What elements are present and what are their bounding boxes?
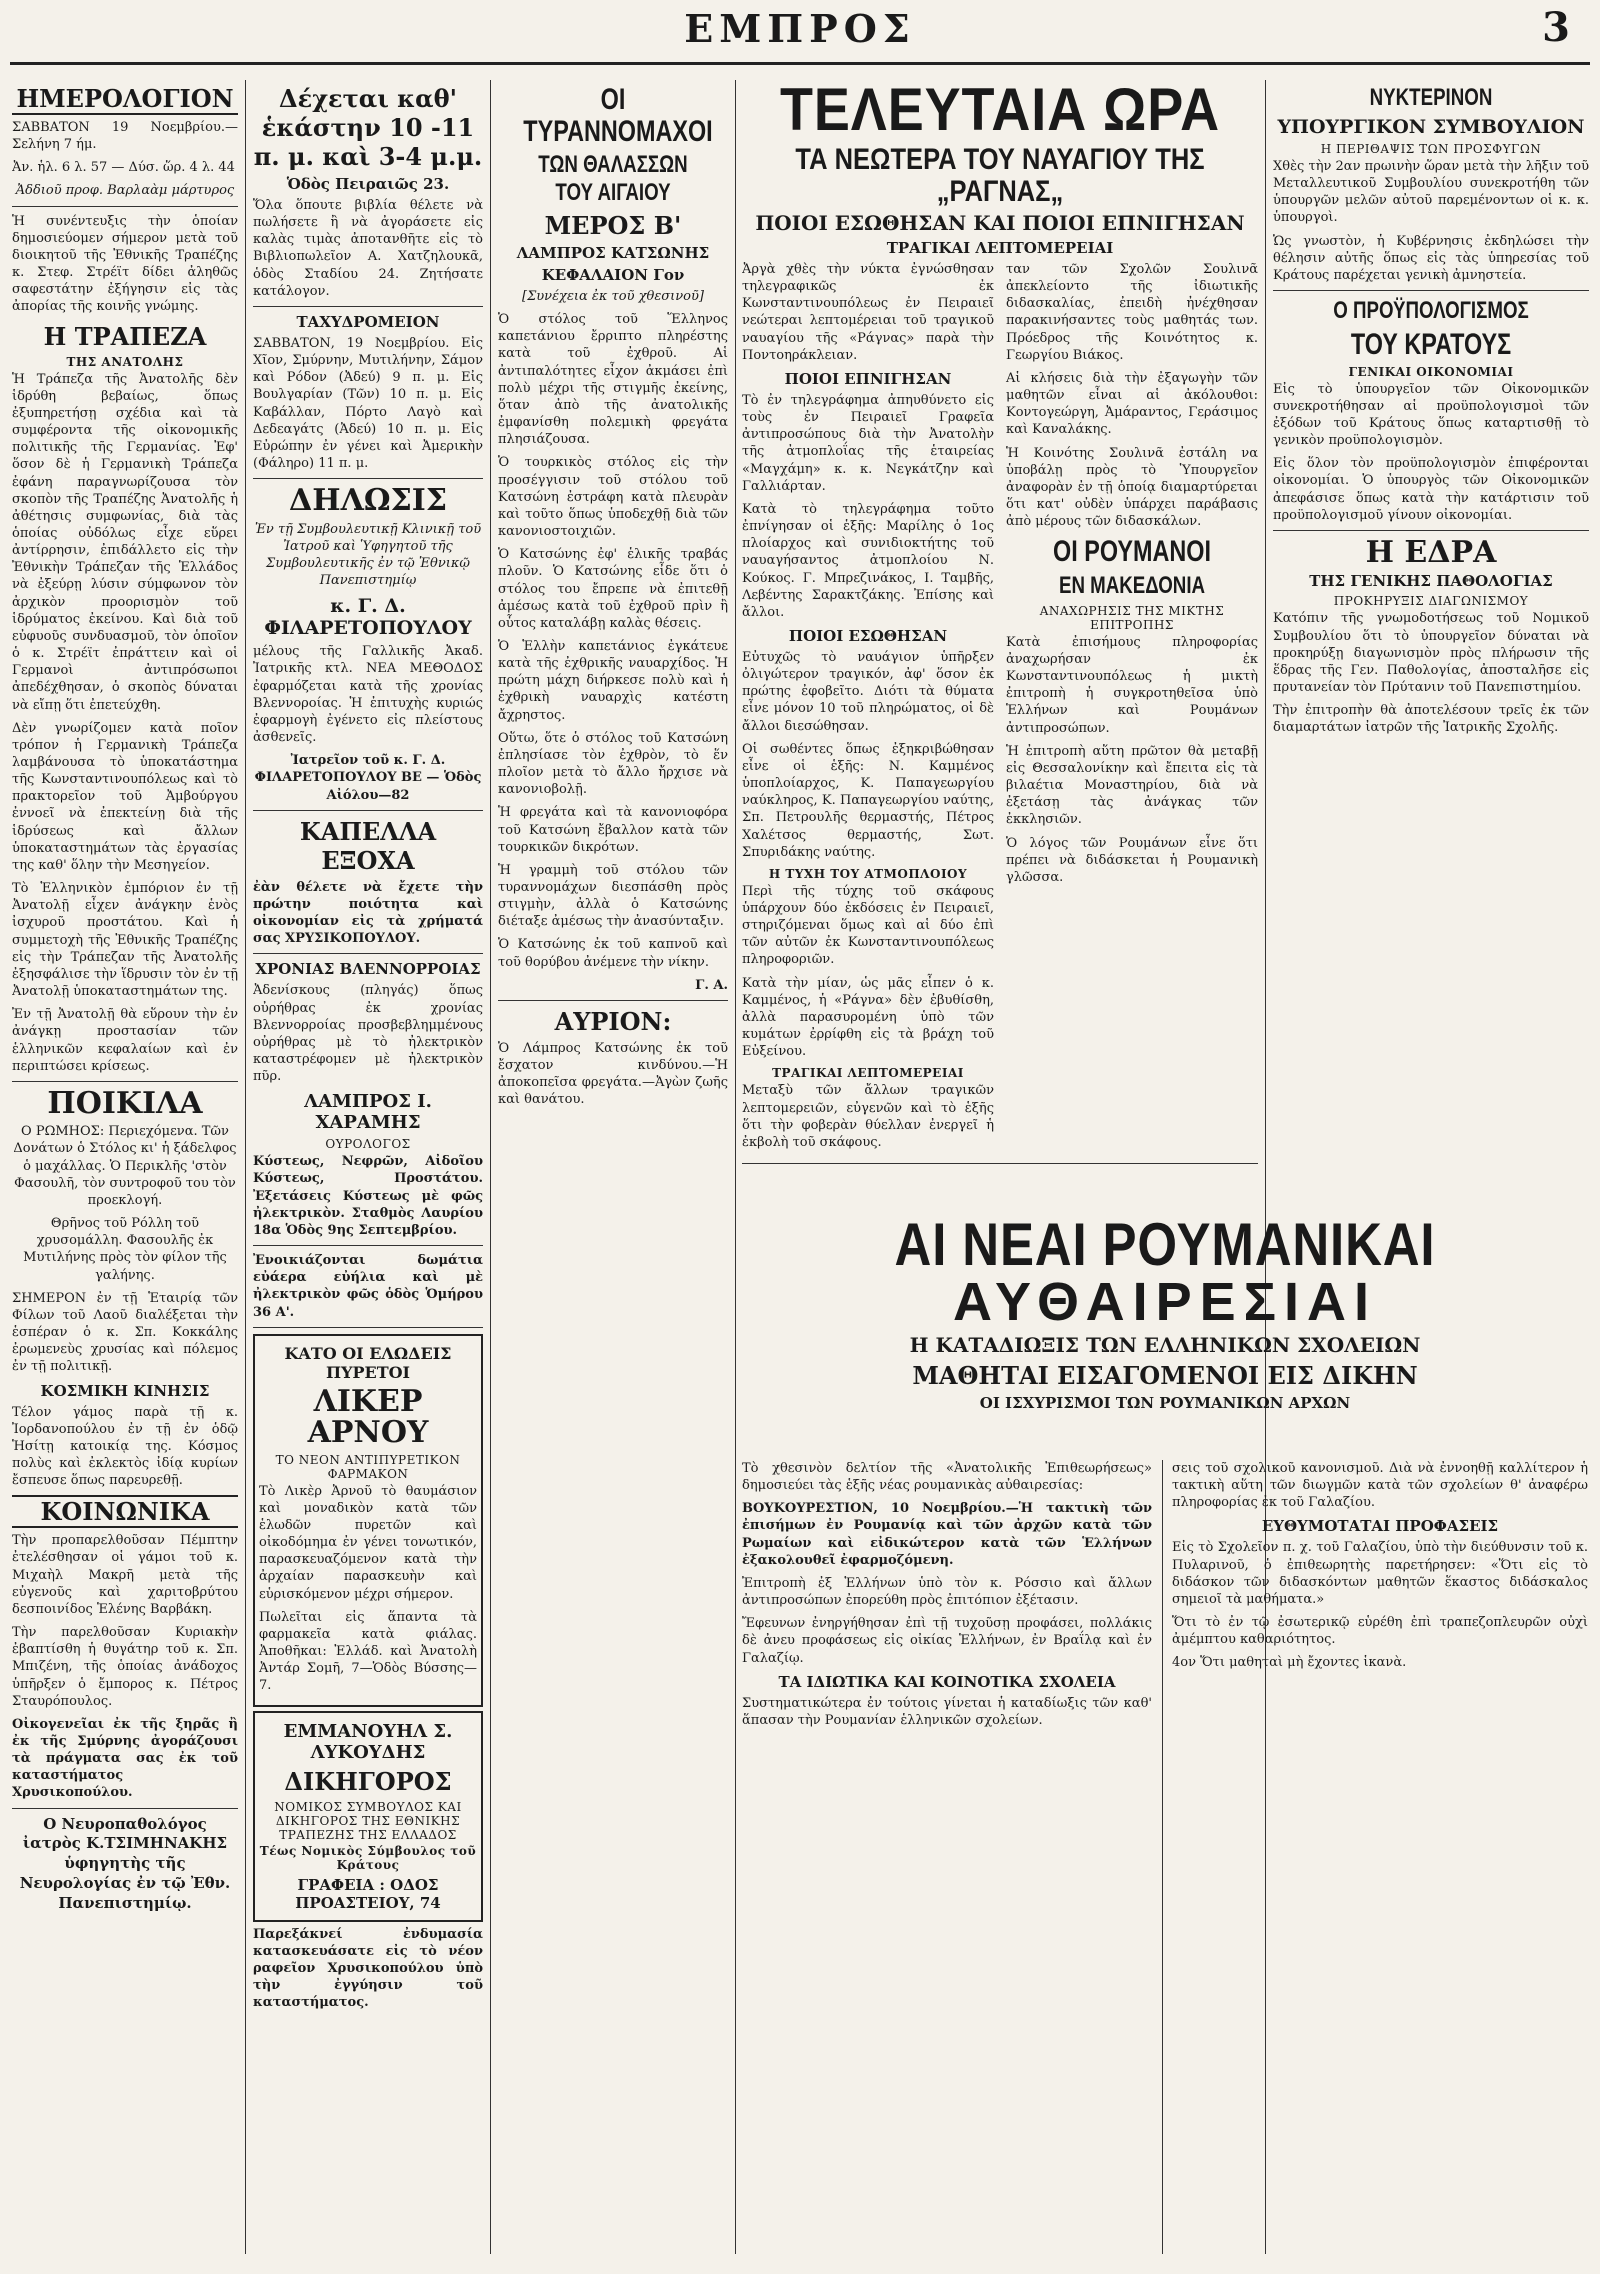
news-text: Μεταξὺ τῶν ἄλλων τραγικῶν λεπτομερειῶν, εὐγενῶν καὶ τὸ ἑξῆς ὅτι τὴν φοβερὰν θύελλαν ἐνεργεῖ ἡ ἐκβολὴ τοῦ σκάφους.: [742, 1083, 994, 1150]
big-headline: ΑΙ ΝΕΑΙ ΡΟΥΜΑΝΙΚΑΙ: [894, 1215, 1436, 1278]
article-text: ΣΗΜΕΡΟΝ ἐν τῇ Ἑταιρίᾳ τῶν Φίλων τοῦ Λαοῦ διαλέξεται τὴν ἑσπέραν ὁ κ. Σπ. Κοκκάλης ἐρωμενεὺς χρυσίας καὶ πόλεμος ἐν τῇ πολιτικῇ.: [12, 1290, 238, 1375]
serial-heading: ΟΙ ΤΥΡΑΝΝΟΜΑΧΟΙ: [523, 83, 713, 148]
news-text: Συστηματικώτερα ἐν τούτοις γίνεται ἡ καταδίωξις τῶν καθ' ἅπασαν τὴν Ρουμανίαν ἑλληνικῶν σχολείων.: [742, 1695, 1152, 1728]
lawyer-text: Τέως Νομικὸς Σύμβουλος τοῦ Κράτους: [259, 1843, 477, 1872]
article-text: Ἐν τῇ Ἀνατολῇ θὰ εὕρουν τὴν ἐν ἀνάγκῃ προστασίαν τῶν ἑλληνικῶν κεφαλαίων καὶ ἐν περιπτώσει κρίσεως.: [12, 1007, 238, 1074]
divider: [1273, 530, 1589, 531]
cabinet-sub: Η ΠΕΡΙΘΑΨΙΣ ΤΩΝ ΠΡΟΣΦΥΓΩΝ: [1320, 142, 1542, 156]
serial-text: Ἡ φρεγάτα καὶ τὰ κανονιοφόρα τοῦ Κατσώνη ἔβαλλον κατὰ τῶν τουρκικῶν δικρότων.: [498, 805, 728, 855]
news-text: Ὁ λόγος τῶν Ρουμάνων εἶνε ὅτι πρέπει νὰ διδάσκεται ἡ Ρουμανικὴ γλῶσσα.: [1006, 835, 1258, 885]
serial-text: Ὁ Κατσώνης ἐκ τοῦ καπνοῦ καὶ τοῦ θορύβου ἀνέμενε τὴν νίκην.: [498, 937, 728, 970]
news-text: Εὐτυχῶς τὸ ναυάγιον ὑπῆρξεν ὀλιγώτερον τραγικόν, ἀφ' ὅσον ἐκ πρώτης ἐφοβεῖτο. Διότι τὰ θύματα εἶνε μόνον 10 τοῦ πληρώματος, οἱ δὲ ἄλλοι διεσώθησαν.: [742, 649, 994, 734]
serial-text: Ὁ Ἑλλὴν καπετάνιος ἐγκάτευε κατὰ τῆς ἐχθρικῆς ναυαρχίδος. Ἡ πρώτη μάχη διήρκεσε πολὺ καὶ ἡ ἐχθρικὴ ναυαρχὶς κατέστη ἄχρηστος.: [498, 638, 728, 723]
news-text: Εἰς τὸ ὑπουργεῖον τῶν Οἰκονομικῶν συνεκροτήθησαν αἱ προϋπολογισμοὶ τῶν ἐξόδων τοῦ Κράτους ὅπως καταρτισθῇ τὸ γενικὸν προϋπολογισμὸν.: [1273, 381, 1589, 449]
cabinet-heading: ΝΥΚΤΕΡΙΝΟΝ: [1369, 84, 1493, 111]
divider: [253, 1327, 483, 1328]
article-text: Ο ΡΩΜΗΟΣ: Περιεχόμενα. Τῶν Δονάτων ὁ Στόλος κι' ἡ ξάδελφος ὁ μαχάλλας. Ὁ Περικλῆς 'στὸν Φασουλῆ, τὸν συντροφοῦ του τὸν προεκλογή.: [13, 1124, 237, 1208]
liker-address: Πωλεῖται εἰς ἅπαντα τὰ φαρμακεῖα κατὰ φιάλας. Ἀποθῆκαι: Ἐλλάδ. καὶ Ἀνατολὴ Ἀντάρ Σομῆ, 7—Ὁδὸς Βύσσης—7.: [259, 1609, 477, 1694]
article-text: Τὴν παρελθοῦσαν Κυριακὴν ἐβαπτίσθη ἡ θυγάτηρ τοῦ κ. Σπ. Μπιζένη, τῆς ὁποίας ἀνάδοχος ὑπῆρξεν ὁ ἔμπορος κ. Πέτρος Σταυρόπουλος.: [12, 1625, 238, 1709]
divider: [253, 306, 483, 307]
article-text: Τὴν προπαρελθοῦσαν Πέμπτην ἐτελέσθησαν οἱ γάμοι τοῦ κ. Μιχαὴλ Μακρῆ μετὰ τῆς εὐγενοῦς καὶ χαριτοβρύτου δεσποινίδος Ἑλένης Βαρβάκη.: [12, 1533, 238, 1617]
serial-continuation: [Συνέχεια ἐκ τοῦ χθεσινοῦ]: [522, 289, 704, 304]
news-text: Εἰς τὸ Σχολεῖον π. χ. τοῦ Γαλαζίου, ὑπὸ τὴν διεύθυνσιν τοῦ κ. Πυλαρινοῦ, ὁ ἐπιθεωρητὴς παρετήρησεν: «Ὅτι εἰς τὸ διδάσκον τῶν διδασκόντων μαθητῶν ἕκαστος διδάσκαλος σημειοῖ τὰ μαθήματα.»: [1172, 1540, 1588, 1607]
dilosis-heading: ΔΗΛΩΣΙΣ: [288, 483, 448, 519]
charamis-sub: ΟΥΡΟΛΟΓΟΣ: [325, 1137, 411, 1152]
news-subheading: ΠΟΙΟΙ ΕΣΩΘΗΣΑΝ: [788, 626, 948, 645]
news-text: Τὸ ἐν τηλεγράφημα ἀπηυθύνετο εἰς τοὺς ἐν Πειραιεῖ Γραφεῖα ἀντιπροσώπους διὰ τὴν Ἀνατολὴν τῆς ἀτμοπλοΐας τῆς ἑταιρείας «Μαγχάμη» κ. κ. Νεγκάτζην καὶ Γαλλιάρταν.: [742, 392, 994, 494]
news-text: Κατὰ ἐπισήμους πληροφορίας ἀναχωρήσαν ἐκ Κωνσταντινουπόλεως ἡ μικτὴ ἐπιτροπὴ ἡ συγκροτηθεῖσα ὑπὸ Ἑλλήνων καὶ Ρουμάνων ἀντιπροσώπων.: [1006, 634, 1258, 736]
serial-subheading: ΤΩΝ ΘΑΛΑΣΣΩΝ ΤΟΥ ΑΙΓΑΙΟΥ: [538, 151, 688, 206]
column-divider: [735, 80, 736, 2254]
news-subheading: ΑΝΑΧΩΡΗΣΙΣ ΤΗΣ ΜΙΚΤΗΣ ΕΠΙΤΡΟΠΗΣ: [1039, 603, 1225, 632]
news-text: Εἰς ὅλον τὸν προϋπολογισμὸν ἐπιφέρονται οἰκονομίαι. Ὁ ὑπουργὸς τῶν Οἰκονομικῶν ἀπεφάσισε ὅπως κατὰ τὴν κατάρτισιν τοῦ προϋπολογισμοῦ γίνουν οἰκονομίαι.: [1273, 456, 1589, 523]
spanning-headline: [742, 1215, 1588, 1455]
divider: [253, 478, 483, 479]
article-text: Δὲν γνωρίζομεν κατὰ ποῖον τρόπον ἡ Γερμανικὴ Τράπεζα λαμβάνουσα τὸ ὑποκατάστημα τῆς Κωνσταντινουπόλεως καὶ τὸ πρακτορεῖον τοῦ Ἀμβούργου ἐννοεῖ νὰ ἐπεκτείνῃ διὰ τῆς ἱδρύσεως καὶ ἄλλων ὑποκαταστημάτων τὰς ἐργασίας της καθ' ὅλην τὴν Μεσηγείον.: [12, 720, 238, 873]
kapella-heading: ΚΑΠΕΛΛΑ ΕΞΟΧΑ: [299, 816, 437, 875]
calendar-title: ΗΜΕΡΟΛΟΓΙΟΝ: [12, 84, 238, 115]
divider: [498, 1000, 728, 1001]
lawyer-address: ΓΡΑΦΕΙΑ : ΟΔΟΣ ΠΡΟΑΣΤΕΙΟΥ, 74: [295, 1875, 441, 1912]
news-heading: ΕΝ ΜΑΚΕΔΟΝΙΑ: [1058, 571, 1206, 599]
ad-heading: Δέχεται καθ' ἑκάστην 10 -11 π. μ. καὶ 3-4 μ.μ.: [253, 84, 483, 171]
news-subheading: ΠΟΙΟΙ ΕΠΝΙΓΗΣΑΝ: [784, 369, 952, 388]
article-text: Ἡ συνέντευξις τὴν ὁποίαν δημοσιεύομεν σήμερον μετὰ τοῦ διοικητοῦ τῆς Ἐθνικῆς Τραπέζης κ. Στεφ. Στρέϊτ δίδει ἀληθῶς σαφεστάτην ἐξήγησιν εἰς τὰς ἀπορίας τῆς κοινῆς γνώμης.: [12, 213, 238, 315]
news-text: 4ον Ὅτι μαθηταὶ μὴ ἔχοντες ἱκανὰ.: [1172, 1655, 1407, 1671]
chronias-text: Ἀδενίσκους (πληγάς) ὅπως οὐρήθρας ἐκ χρονίας Βλεννορροίας προσβεβλημμένους οὐρήθρας μὲ τὸ ἠλεκτρικὸν καταστρέφομεν μὲ ἠλεκτρικὸν πῦρ.: [253, 983, 483, 1085]
budget-heading: Ο ΠΡΟΫΠΟΛΟΓΙΣΜΟΣ: [1333, 297, 1529, 325]
aurion-heading: ΑΥΡΙΟΝ:: [554, 1006, 672, 1036]
lawyer-ad: [253, 1711, 483, 1922]
masthead-rule: [10, 62, 1590, 65]
big-subheadline-2: ΜΑΘΗΤΑΙ ΕΙΣΑΓΟΜΕΝΟΙ ΕΙΣ ΔΙΚΗΝ: [912, 1361, 1418, 1390]
lawyer-text: ΝΟΜΙΚΟΣ ΣΥΜΒΟΥΛΟΣ ΚΑΙ ΔΙΚΗΓΟΡΟΣ ΤΗΣ ΕΘΝΙΚΗΣ ΤΡΑΠΕΖΗΣ ΤΗΣ ΕΛΛΑΔΟΣ: [274, 1799, 462, 1842]
news-text: Ἀργὰ χθὲς τὴν νύκτα ἐγνώσθησαν τηλεγραφικῶς ἐκ Κωνσταντινουπόλεως ἐν Πειραιεῖ νεώτεραι λεπτομέρειαι τοῦ τραγικοῦ ναυαγίου τῆς «Ράγνας» παρὰ τὴν Ποντοηράκλειαν.: [742, 262, 994, 363]
budget-sub: ΓΕΝΙΚΑΙ ΟΙΚΟΝΟΜΙΑΙ: [1348, 364, 1514, 379]
serial-text: Οὕτω, ὅτε ὁ στόλος τοῦ Κατσώνη ἐπλησίασε τὸν ἐχθρὸν, τὸ ἕν πλοῖον μετὰ τὸ ἄλλο ἤρχισε νὰ κανονιοβολῇ.: [498, 730, 728, 798]
main-headline: ΤΕΛΕΥΤΑΙΑ ΩΡΑ: [779, 80, 1221, 143]
news-subheading: ΤΑ ΙΔΙΩΤΙΚΑ ΚΑΙ ΚΟΙΝΟΤΙΚΑ ΣΧΟΛΕΙΑ: [778, 1672, 1116, 1691]
serial-text: Ἡ γραμμὴ τοῦ στόλου τῶν τυραννομάχων διεσπάσθη πρὸς στιγμὴν, ἀλλὰ ὁ Κατσώνης διέταξε ἀμέσως τὴν ἀνασύνταξιν.: [498, 862, 728, 930]
news-text: Ὅτι τὸ ἐν τῷ ἐσωτερικῷ εὑρέθη ἐπὶ τραπεζοπλευρῶν οὐχὶ ἀμέμπτου καθαριότητος.: [1172, 1615, 1588, 1648]
article-text: Τέλον γάμος παρὰ τῇ κ. Ἰορδανοπούλου ἐν τῇ ἐν ὁδῷ Ἡσίτῃ κατοικίᾳ της. Κόσμος πολὺς καὶ ἐκλεκτὸς ἰδίᾳ κυρίων ἔσπευσε ὅπως παρευρεθῇ.: [12, 1404, 238, 1489]
article-text: Τὸ Ἑλληνικὸν ἐμπόριον ἐν τῇ Ἀνατολῇ εἶχεν ἀνάγκην ἑνὸς ἰσχυροῦ προστάτου. Καὶ ἡ συμμετοχὴ τῆς Ἐθνικῆς Τραπέζης εἰς τὴν Τράπεζαν τῆς Ἀνατολῆς ἐξησφάλισε τὴν ἵδρυσιν τὸν ἐν τῇ Ἀνατολῇ ὑποκαταστημάτων της.: [12, 881, 238, 1000]
divider: [1273, 290, 1589, 291]
liker-text: Τὸ Λικὲρ Ἀρνοῦ τὸ θαυμάσιον καὶ μοναδικὸν κατὰ τῶν ἑλωδῶν πυρετῶν καὶ οἰκοδόμημα ἐν γένει τονωτικόν, παρασκευαζόμενον κατὰ τὴν ἀρχαίαν παρασκευὴν καὶ εὑρισκόμενον μέχρι σήμερον.: [259, 1483, 477, 1602]
serial-text: Ὁ τουρκικὸς στόλος εἰς τὴν προσέγγισιν τοῦ στόλου τοῦ Κατσώνη ἐστράφη κατὰ πλευρὰν καὶ τοῦτο ὅπως ὑποδεχθῇ διὰ τῶν κανονιοστοιχιῶν.: [498, 455, 728, 540]
section-heading: ΚΟΙΝΩΝΙΚΑ: [12, 1495, 238, 1528]
column-2: [253, 80, 483, 2260]
masthead: [0, 0, 1600, 78]
chair-sub-2: ΠΡΟΚΗΡΥΞΙΣ ΔΙΑΓΩΝΙΣΜΟΥ: [1333, 594, 1529, 609]
liker-ad: [253, 1334, 483, 1707]
lawyer-name: ΕΜΜΑΝΟΥΗΛ Σ. ΛΥΚΟΥΔΗΣ: [283, 1720, 453, 1763]
article-text: Ἡ Τράπεζα τῆς Ἀνατολῆς δὲν ἱδρύθη βεβαίως, ὅπως ἐξυπηρετήσῃ σχέδια καὶ τὰ συμφέροντα τῆς οἰκονομικῆς πολιτικῆς τῆς Γερμανίας. Ἐφ' ὅσον δὲ ἡ Γερμανικὴ Τράπεζα ἐφάνη παραγνωρίζουσα τὸν σκοπὸν τῆς Τραπέζης Ἀνατολῆς ἡ ἀθέτησις συμφωνίας, διὰ τὰς ὁποίας οὐδόλως εἶχε εὕρει ἀντίρρησιν, ἐπιδάλλετο εἰς τὴν Ἐθνικὴν Τράπεζαν τῆς Ἑλλάδος νὰ ἐξεύρῃ λύσιν σύμφωνον τὸν ἀρχικὸν προορισμὸν τοῦ ἱδρύματος ἐκείνου. Καὶ διὰ τοῦ εὐφυοῦς συνδυασμοῦ, τὸν ὁποῖον ὁ κ. Στρέϊτ ἐπράττειν καὶ οἱ Γερμανοὶ ἀντιπρόσωποι ἀπεδέχθησαν, ὁ σκοπὸς δύναται νὰ εἴπῃ ὅτι ἐπετεύχθη.: [12, 371, 238, 713]
page-number: 3: [1542, 4, 1570, 51]
dilosis-intro: Ἐν τῇ Συμβουλευτικῇ Κλινικῇ τοῦ Ἰατροῦ καὶ Ὑφηγητοῦ τῆς Συμβουλευτικῆς ἐν τῷ Ἐθνικῷ Πανεπιστημίῳ: [254, 521, 482, 589]
news-text: Κατόπιν τῆς γνωμοδοτήσεως τοῦ Νομικοῦ Συμβουλίου ὅτι τὸ ὑπουργεῖον δύναται νὰ προκηρύξῃ διαγωνισμὸν πρὸς πλήρωσιν τῆς ἕδρας τῆς Γεν. Παθολογίας, ἀποσταλῆσε εἰς πρυτανείαν τὸν Πρύτανιν τοῦ Πανεπιστημίου.: [1273, 611, 1589, 695]
news-text: Τὸ χθεσινὸν δελτίον τῆς «Ἀνατολικῆς Ἐπιθεωρήσεως» δημοσιεύει τὰς ἑξῆς νέας ρουμανικὰς αὐθαιρεσίας:: [742, 1461, 1152, 1494]
post-heading: ΤΑΧΥΔΡΟΜΕΙΟΝ: [296, 312, 440, 331]
sub-column-right: [1006, 261, 1258, 1157]
serial-author: ΛΑΜΠΡΟΣ ΚΑΤΣΩΝΗΣ: [516, 244, 710, 262]
news-subheading: Η ΤΥΧΗ ΤΟΥ ΑΤΜΟΠΛΟΙΟΥ: [768, 866, 968, 881]
news-heading: ΟΙ ΡΟΥΜΑΝΟΙ: [1053, 535, 1211, 569]
doctor-text: μέλους τῆς Γαλλικῆς Ἀκαδ. Ἰατρικῆς κτλ. ΝΕΑ ΜΕΘΟΔΟΣ ἐφαρμόζεται κατὰ τῆς χρονίας Βλεννοροίας. Ἡ ἐπιτυχὴς κυριώς ἐφαρμογὴ ἐγένετο εἰς πλείστους ἀσθενεῖς.: [253, 644, 483, 746]
column-divider: [490, 80, 491, 2254]
divider: [253, 810, 483, 811]
news-text: Ἐπιτροπὴ ἐξ Ἑλλήνων ὑπὸ τὸν κ. Ρόσσιο καὶ ἄλλων ἀντιπροσώπων ἐπορεύθη πρὸς ἐπιτόπιον ἐξέτασιν.: [742, 1575, 1152, 1609]
news-text: ΒΟΥΚΟΥΡΕΣΤΙΟΝ, 10 Νοεμβρίου.—Ἡ τακτικὴ τῶν ἐπισήμων ἐν Ρουμανίᾳ καὶ τῶν ἀρχῶν κατὰ τῶν Ρωμαίων καὶ εἰδικώτερον κατὰ τῶν Ἑλλήνων ἐξακολουθεῖ ἐφαρμοζόμενη.: [742, 1501, 1152, 1568]
news-text: Ἡ ἐπιτροπὴ αὕτη πρῶτον θὰ μεταβῇ εἰς Θεσσαλονίκην καὶ ἔπειτα εἰς τὰ βιλαέτια Μοναστηρίου, διὰ νὰ ἐξετάσῃ τὰς ἀνάγκας τῶν ἐκκλησιῶν.: [1006, 743, 1258, 828]
column-1: [12, 80, 238, 2260]
news-subheading: ΤΡΑΓΙΚΑΙ ΛΕΠΤΟΜΕΡΕΙΑΙ: [772, 1066, 964, 1081]
post-text: ΣΑΒΒΑΤΟΝ, 19 Νοεμβρίου. Εἰς Χῖον, Σμύρνην, Μυτιλήνην, Σάμον καὶ Ρόδον (Ἀδεύ) 9 π. μ. Εἰς Βουλγαρίαν (Τῶν) 10 π. μ. Εἰς Καβάλλαν, Πόρτο Λαγὸ καὶ Δεδεαγάτς (Ἀδεύ) 10 π. μ. Εἰς Εὐρώπην ἐν γένει καὶ Ἀμερικὴν (Φάληρο) 11 π. μ.: [253, 335, 483, 472]
kapella-text: ἐὰν θέλετε νὰ ἔχετε τὴν πρώτην ποιότητα καὶ οἰκονομίαν εἰς τὰ χρήματά σας ΧΡΥΣΙΚΟΠΟΥΛΟΥ.: [253, 879, 483, 947]
liker-sub: ΤΟ ΝΕΟΝ ΑΝΤΙΠΥΡΕΤΙΚΟΝ ΦΑΡΜΑΚΟΝ: [275, 1452, 461, 1481]
big-subheadline: Η ΚΑΤΑΔΙΩΞΙΣ ΤΩΝ ΕΛΛΗΝΙΚΩΝ ΣΧΟΛΕΙΩΝ: [909, 1333, 1421, 1357]
bottom-ad: Παρεξάκνεί ἐνδυμασία κατασκευάσατε εἰς τὸ νέον ραφεῖον Χρυσικοπούλου ὑπὸ τὴν ἐγγύησιν τοῦ καταστήματος.: [253, 1926, 483, 2011]
article-heading: Η ΤΡΑΠΕΖΑ: [43, 321, 207, 351]
lawyer-title: ΔΙΚΗΓΟΡΟΣ: [284, 1766, 452, 1796]
serial-text: Ὁ Κατσώνης ἐφ' ἑλικῆς τραβάς πλοῦν. Ὁ Κατσώνης εἶδε ὅτι ὁ στόλος του ἔπρεπε νὰ ἐπιτεθῇ ἀμέσως κατὰ τοῦ ἐχθροῦ πρὶν ἢ οὗτος καταλάβῃ καλὰς θέσεις.: [498, 547, 728, 631]
ad-address: Ὁδὸς Πειραιῶς 23.: [286, 175, 450, 193]
two-column-block: [742, 261, 1258, 1157]
divider: [253, 953, 483, 954]
serial-part: ΜΕΡΟΣ Β': [544, 211, 682, 240]
chair-heading: Η ΕΔΡΑ: [1365, 534, 1497, 570]
calendar-line: ΣΑΒΒΑΤΟΝ 19 Νοεμβρίου.—Σελήνη 7 ήμ.: [12, 120, 238, 153]
divider: [253, 1245, 483, 1246]
news-text: Περὶ τῆς τύχης τοῦ σκάφους ὑπάρχουν δύο ἐκδόσεις ἐν Πειραιεῖ, στηριζόμεναι ὅμως καὶ αἱ δύο ἐπὶ τῶν αὐτῶν ἐκ Κωνσταντινουπόλεως πληροφοριῶν.: [742, 883, 994, 968]
news-text: σεις τοῦ σχολικοῦ κανονισμοῦ. Διὰ νὰ ἐννοηθῇ καλλίτερον ἡ τακτικὴ αὕτη τῶν διωγμῶν κατὰ τῶν σχολείων θ' ἀναφέρω πληροφορίας ἐκ τοῦ Γαλαζίου.: [1172, 1461, 1588, 1511]
cabinet-heading-2: ΥΠΟΥΡΓΙΚΟΝ ΣΥΜΒΟΥΛΙΟΝ: [1277, 116, 1585, 138]
liker-heading: ΚΑΤΟ ΟΙ ΕΛΩΔΕΙΣ ΠΥΡΕΤΟΙ: [284, 1343, 452, 1382]
aurion-text: Ὁ Λάμπρος Κατσώνης ἐκ τοῦ ἔσχατον κινδύνου.—Ἡ ἀποκοπεῖσα φρεγάτα.—Ἀγὼν ζωῆς καὶ θανάτου.: [498, 1040, 728, 1108]
budget-heading-2: ΤΟΥ ΚΡΑΤΟΥΣ: [1350, 328, 1512, 362]
newspaper-title: ΕΜΠΡΟΣ: [684, 6, 916, 51]
rooms-ad: Ἐνοικιάζονται δωμάτια εὐάερα εὐήλια καὶ μὲ ἠλεκτρικὸν φῶς ὁδὸς Ὁμήρου 36 Α'.: [253, 1253, 483, 1320]
doctor-ad: Ο Νευροπαθολόγος ἰατρὸς Κ.ΤΣΙΜΗΝΑΚΗΣ ὑφηγητὴς τῆς Νευρολογίας ἐν τῷ Ἐθν. Πανεπιστημίῳ.: [19, 1814, 231, 1912]
news-text: Κατὰ τὸ τηλεγράφημα τοῦτο ἐπνίγησαν οἱ ἑξῆς: Μαρίλης ὁ 1ος πλοίαρχος καὶ συνιδιοκτήτης τοῦ ναυαγήσαντος ἀτμοπλοίου Ν. Κούκος. Γ. Μπρεζινάκος, Ι. Ταμβῆς, Λεβέντης Σαρακτζάκης. Ἐπίσης καὶ ἄλλοι.: [742, 501, 994, 620]
news-subheading: ΕΥΘΥΜΟΤΑΤΑΙ ΠΡΟΦΑΣΕΙΣ: [1261, 1517, 1499, 1536]
bottom-left-block: [742, 1460, 1152, 2240]
news-text: Τὴν ἐπιτροπὴν θὰ ἀποτελέσουν τρεῖς ἐκ τῶν διαμαρτάτων ἰατρῶν τῆς Ἰατρικῆς Σχολῆς.: [1273, 703, 1589, 736]
column-divider: [245, 80, 246, 2254]
news-text: Ἡ Κοινότης Σουλινᾶ ἐστάλη να ὑποβάλῃ πρὸς τὸ Ὑπουργεῖον ἀναφορὰν ἐν τῇ ὁποίᾳ διαμαρτύρεται ὅτι κατ' οὐδὲν ὑπάρχει παράβασις ἀπὸ μέρους τῶν διδασκάλων.: [1006, 445, 1258, 530]
doctor-address: Ἰατρεῖον τοῦ κ. Γ. Δ. ΦΙΛΑΡΕΤΟΠΟΥΛΟΥ ΒΕ — Ὁδὸς Αἰόλου—82: [254, 753, 482, 803]
calendar-line: Ἀδδιοῦ προφ. Βαρλαὰμ μάρτυρος: [15, 183, 235, 199]
article-text: Θρῆνος τοῦ Ρόλλη τοῦ χρυσομάλλη. Φασουλῆς ἐκ Μυτιλήνης πρὸς τὸν φίλον τῆς γαλήνης.: [23, 1216, 227, 1283]
serial-signature: Γ. Α.: [695, 977, 728, 993]
news-text: Αἱ κλήσεις διὰ τὴν ἐξαγωγὴν τῶν μαθητῶν εἶναι αἱ ἀκόλουθοι: Κοντογεώργη, Ἀμάραντος, Γεράσιμος καὶ Καναλάκης.: [1006, 370, 1258, 438]
news-text: Ὡς γνωστὸν, ἡ Κυβέρνησις ἐκδηλώσει τὴν θέλησιν αὐτῆς ὅπως εἰς τὰς ὑπηρεσίας τοῦ Κράτους παρέχεται γενικὴ ἀμνηστεία.: [1273, 233, 1589, 283]
charamis-heading: ΛΑΜΠΡΟΣ Ι. ΧΑΡΑΜΗΣ: [304, 1091, 432, 1134]
serial-text: Ὁ στόλος τοῦ Ἕλληνος καπετάνιου ἔρριπτο πληρέστης κατὰ τοῦ ἐχθροῦ. Αἱ ἀντιπαλότητες εἶχον ἀκμάσει ἐπὶ πολὺ μέχρι τῆς στιγμῆς ἐκείνης, ὅταν ἀπὸ τῆς ἀνατολικῆς ἐμφανίσθη πολεμικὴ φρεγάτα πλησιάζουσα.: [498, 312, 728, 448]
divider: [12, 1081, 238, 1082]
news-text: Χθὲς τὴν 2αν πρωινὴν ὥραν μετὰ τὴν λῆξιν τοῦ Μεταλλευτικοῦ Συμβουλίου συνεκροτήθη τῶν ὑπουργῶν μελῶν αὐτοῦ παρεμένοντων οἱ κ. κ. ὑπουργοὶ.: [1273, 159, 1589, 226]
serial-chapter: ΚΕΦΑΛΑΙΟΝ Γον: [541, 266, 685, 284]
sub-column-left: [742, 261, 994, 1157]
question-heading: ΠΟΙΟΙ ΕΣΩΘΗΣΑΝ ΚΑΙ ΠΟΙΟΙ ΕΠΝΙΓΗΣΑΝ: [755, 211, 1245, 235]
column-divider: [1162, 1460, 1163, 2254]
section-heading: ΚΟΣΜΙΚΗ ΚΙΝΗΣΙΣ: [40, 1381, 210, 1400]
doctor-name: κ. Γ. Δ. ΦΙΛΑΡΕΤΟΠΟΥΛΟΥ: [264, 595, 472, 640]
calendar-line: Ἀν. ἡλ. 6 λ. 57 — Δύσ. ὥρ. 4 λ. 44: [12, 160, 235, 176]
news-text: Ἔφευνων ἐνηργήθησαν ἐπὶ τῇ τυχοῦσῃ προφάσει, πολλάκις δὲ ἀνευ προφάσεως εἰς οἰκίας Ἑλλήνων, ἐν Βραΐλᾳ καὶ ἐν Γαλαζίῳ.: [742, 1616, 1152, 1666]
article-text: Οἰκογενεῖαι ἐκ τῆς ξηρᾶς ἢ ἐκ τῆς Σμύρνης ἀγοράζουσι τὰ πράγματα σας ἐκ τοῦ καταστήματος Χρυσικοπούλου.: [12, 1716, 238, 1801]
chair-sub: ΤΗΣ ΓΕΝΙΚΗΣ ΠΑΘΟΛΟΓΙΑΣ: [1309, 572, 1553, 591]
ad-text: Ὅλα ὅπουτε βιβλία θέλετε νὰ πωλήσετε ἢ νὰ ἀγοράσετε εἰς καλὰς τιμὰς ἀποτανθῆτε εἰς τὸ Βιβλιοπωλεῖον Α. Χατζηλουκᾶ, ὁδὸς Σταδίου 24. Ζητήσατε κατάλογον.: [253, 198, 483, 299]
news-text: Οἱ σωθέντες ὅπως ἐξηκριβώθησαν εἶνε οἱ ἑξῆς: Ν. Καμμένος ὑποπλοίαρχος, Κ. Παπαγεωργίου ναύκληρος, Κ. Παπαγεωργίου ναύτης, Σπ. Πετρουλῆς θερμαστής, Πέτρος Χαλέτσος θερμαστής, Σωτ. Σπυριδάκης ναύτης.: [742, 741, 994, 860]
column-3: [498, 80, 728, 2260]
big-headline-2: ΑΥΘΑΙΡΕΣΙΑΙ: [952, 1272, 1378, 1332]
bottom-right-block: [1172, 1460, 1588, 2240]
big-subheadline-3: ΟΙ ΙΣΧΥΡΙΣΜΟΙ ΤΩΝ ΡΟΥΜΑΝΙΚΩΝ ΑΡΧΩΝ: [979, 1394, 1351, 1412]
divider: [742, 1163, 1258, 1164]
news-text: Κατὰ τὴν μίαν, ὡς μᾶς εἶπεν ὁ κ. Καμμένος, ἡ «Ράγνα» δὲν ἐβυθίσθη, ἀλλὰ παρασυρομένη ὑπὸ τῶν κυμάτων ἐρρίφθη εἰς τὰ βράχη τοῦ Εὐξείνου.: [742, 975, 994, 1060]
tragic-heading: ΤΡΑΓΙΚΑΙ ΛΕΠΤΟΜΕΡΕΙΑΙ: [886, 239, 1114, 257]
charamis-text: Κύστεως, Νεφρῶν, Αἰδοῖου Κύστεως, Προστάτου. Ἐξετάσεις Κύστεως μὲ φῶς ἠλεκτρικὸν. Σταθμὸς Λαυρίου 18α Ὁδὸς 9ης Σεπτεμβρίου.: [253, 1154, 483, 1238]
divider: [12, 1808, 238, 1809]
section-heading: ΠΟΙΚΙΛΑ: [47, 1085, 203, 1121]
divider: [12, 206, 238, 207]
chronias-heading: ΧΡΟΝΙΑΣ ΒΛΕΝΝΟΡΡΟΙΑΣ: [255, 960, 481, 979]
article-subheading: ΤΗΣ ΑΝΑΤΟΛΗΣ: [66, 354, 184, 369]
main-subheadline: ΤΑ ΝΕΩΤΕΡΑ ΤΟΥ ΝΑΥΑΓΙΟΥ ΤΗΣ „ΡΑΓΝΑΣ„: [795, 143, 1205, 208]
news-text: ταν τῶν Σχολῶν Σουλινᾶ ἀπεκλείοντο τῆς ἰδιωτικῆς διδασκαλίας, ἐπειδὴ ἠνέχθησαν παρακινήσαντες τοὺς μαθητάς των. Πρόεδρος τῆς Κοινότητος κ. Γεωργίου Βιάκος.: [1006, 262, 1258, 363]
liker-brand: ΛΙΚΕΡ ΑΡΝΟΥ: [307, 1383, 429, 1451]
column-5: [1273, 80, 1589, 1200]
